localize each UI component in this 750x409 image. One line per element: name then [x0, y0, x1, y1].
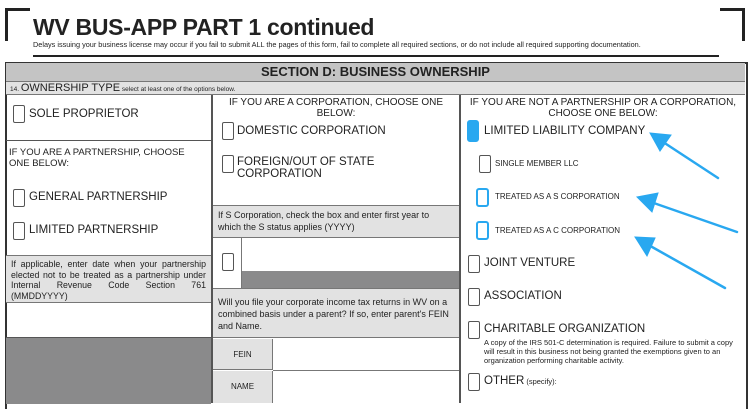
page-subtitle: Delays issuing your business license may occur if you fail to submit ALL the pages of this form, fail to complete all required sections, or do not include all required supporting documentation.	[33, 40, 641, 49]
section-title: SECTION D: BUSINESS OWNERSHIP	[6, 63, 745, 82]
partnership-header: IF YOU ARE A PARTNERSHIP, CHOOSE ONE BELOW:	[9, 147, 185, 169]
arrow-icon	[648, 201, 737, 232]
fein-label: FEIN	[213, 339, 273, 370]
c-corp-treatment-label: TREATED AS A C CORPORATION	[495, 226, 621, 235]
llc-label: LIMITED LIABILITY COMPANY	[484, 125, 646, 137]
sole-proprietor-label: SOLE PROPRIETOR	[29, 108, 139, 120]
page-title: WV BUS-APP PART 1 continued	[33, 14, 375, 40]
election-note: If applicable, enter date when your partnership elected not to be treated as a partnership under Internal Revenue Code Section 761 (MMDDYYYY)	[6, 255, 211, 303]
charitable-label: CHARITABLE ORGANIZATION	[484, 323, 646, 335]
s-corp-treatment-label: TREATED AS A S CORPORATION	[495, 192, 620, 201]
domestic-corporation-label: DOMESTIC CORPORATION	[237, 125, 386, 137]
question-num: 14.	[10, 86, 21, 93]
question-label: OWNERSHIP TYPE	[20, 82, 121, 94]
other-text: OTHER	[484, 375, 525, 387]
other-hint: (specify):	[524, 377, 557, 386]
arrow-icon	[645, 243, 725, 288]
charitable-note: A copy of the IRS 501-C determination is required. Failure to submit a copy will result in this business not being granted the exemptions given to an organization performing charitable activity.	[484, 338, 733, 365]
combined-note: Will you file your corporate income tax returns in WV on a combined basis under a parent? If so, enter parent's FEIN and Name.	[213, 288, 459, 338]
single-member-llc-label: SINGLE MEMBER LLC	[495, 159, 579, 168]
corporation-header: IF YOU ARE A CORPORATION, CHOOSE ONE BELOW:	[228, 97, 444, 119]
joint-venture-label: JOINT VENTURE	[484, 257, 576, 269]
s-corp-note: If S Corporation, check the box and enter first year to which the S status applies (YYYY)	[213, 205, 459, 238]
name-label: NAME	[213, 371, 273, 403]
arrowhead-icon	[650, 133, 671, 151]
limited-partnership-label: LIMITED PARTNERSHIP	[29, 224, 159, 236]
foreign-corporation-label: FOREIGN/OUT OF STATE CORPORATION	[237, 156, 375, 180]
general-partnership-label: GENERAL PARTNERSHIP	[29, 191, 168, 203]
arrow-icon	[660, 140, 718, 178]
other-entity-header: IF YOU ARE NOT A PARTNERSHIP OR A CORPORATION, CHOOSE ONE BELOW:	[469, 97, 737, 119]
arrowhead-icon	[637, 193, 658, 212]
association-label: ASSOCIATION	[484, 290, 562, 302]
question-hint: select at least one of the options below.	[120, 86, 236, 93]
